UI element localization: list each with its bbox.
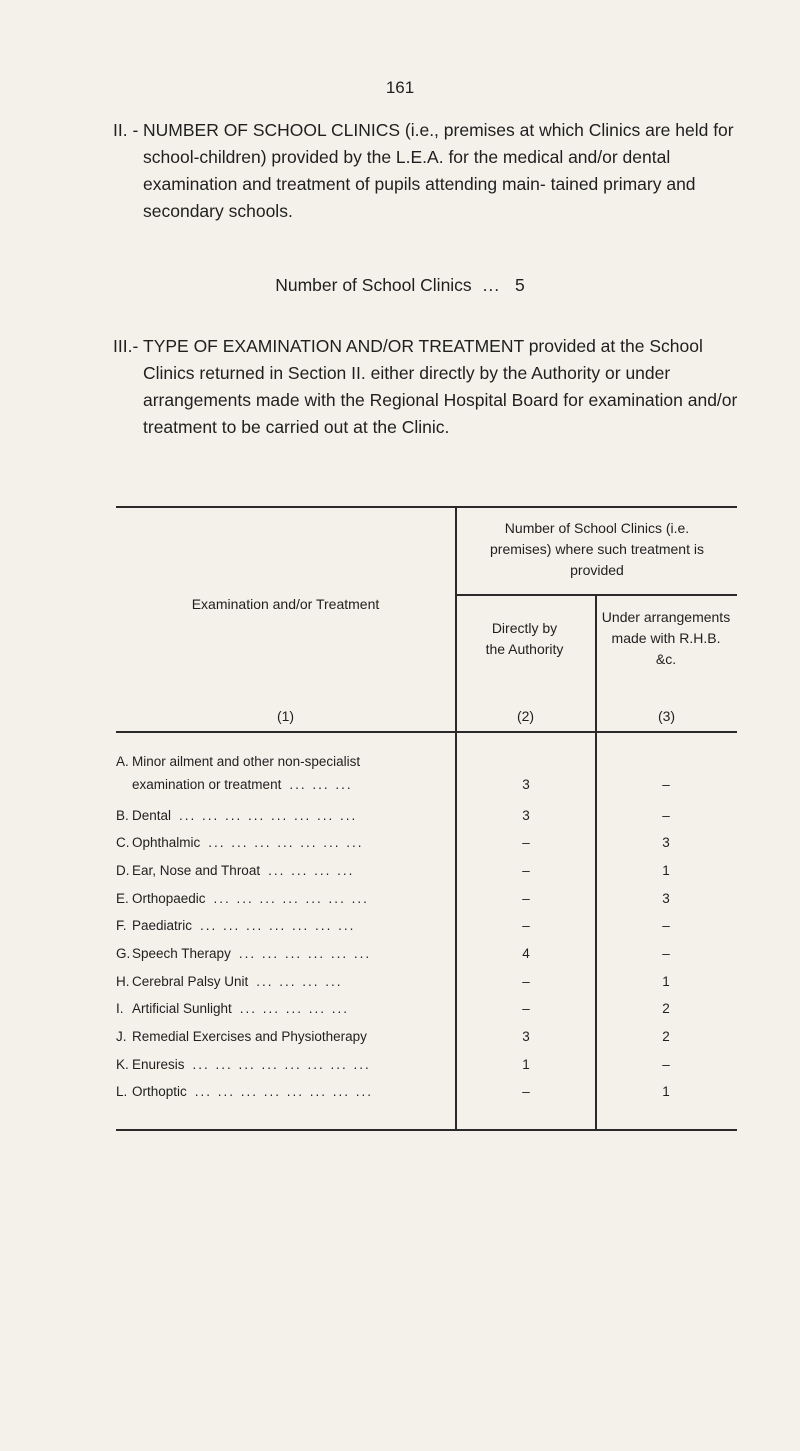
section-two-text: NUMBER OF SCHOOL CLINICS (i.e., premises at which Clinics are held for school-children) provided by the L.E.A. for the medical and/or dental examination and treatment of pupils attending main- tained primary and secondary schools.	[143, 120, 734, 221]
row-label	[116, 888, 421, 910]
row-value-rhb: 1	[662, 1084, 670, 1099]
row-value-authority: –	[522, 891, 530, 906]
col2-header: Directly by the Authority	[485, 620, 564, 657]
row-leader-dots: ... ... ... ...	[256, 974, 343, 989]
row-letter: L.	[116, 1084, 128, 1099]
row-name: Cerebral Palsy Unit	[132, 974, 249, 989]
row-letter: B.	[116, 808, 129, 823]
row-letter: D.	[116, 863, 130, 878]
row-label	[116, 860, 421, 882]
table-row	[0, 860, 800, 882]
table-row	[0, 751, 800, 799]
row-value-rhb: 1	[662, 974, 670, 989]
clinics-count-value: 5	[515, 275, 525, 295]
clinics-count-label: Number of School Clinics	[275, 275, 472, 295]
row-value-rhb: –	[662, 777, 670, 792]
table-row	[0, 943, 800, 965]
row-name: Orthoptic	[132, 1084, 187, 1099]
table-row	[0, 971, 800, 993]
row-value-rhb: 2	[662, 1001, 670, 1016]
row-name: Paediatric	[132, 918, 193, 933]
row-letter: A.	[116, 754, 129, 769]
section-two	[113, 117, 743, 225]
row-value-rhb: 3	[662, 891, 670, 906]
row-value-authority: 3	[522, 808, 530, 823]
row-name: Remedial Exercises and Physiotherapy	[132, 1029, 367, 1044]
row-letter: G.	[116, 946, 131, 961]
col2-number: (2)	[516, 708, 535, 724]
row-label	[116, 1026, 456, 1048]
row-letter: J.	[116, 1029, 127, 1044]
row-leader-dots: ... ... ... ...	[268, 863, 355, 878]
row-leader-dots: ... ... ... ... ... ... ... ...	[192, 1057, 371, 1072]
row-value-authority: –	[522, 1084, 530, 1099]
row-name: Orthopaedic	[132, 891, 206, 906]
table-row	[0, 832, 800, 854]
row-label	[116, 751, 421, 773]
row-name: Minor ailment and other non-specialist	[132, 754, 361, 769]
row-name: Speech Therapy	[132, 946, 231, 961]
row-value-rhb: –	[662, 946, 670, 961]
row-name: Ophthalmic	[132, 835, 201, 850]
row-label-continued	[132, 774, 424, 796]
row-letter: I.	[116, 1001, 124, 1016]
group-header: Number of School Clinics (i.e. premises) where such treatment is provided	[490, 520, 704, 578]
row-leader-dots: ... ... ... ... ...	[239, 1001, 350, 1016]
row-value-rhb: –	[662, 1057, 670, 1072]
table-bottom-rule	[116, 1129, 737, 1131]
row-value-authority: –	[522, 974, 530, 989]
row-value-rhb: 1	[662, 863, 670, 878]
row-name: Ear, Nose and Throat	[132, 863, 261, 878]
section-three-text: TYPE OF EXAMINATION AND/OR TREATMENT provided at the School Clinics returned in Section II. either directly by the Authority or under arrangements made with the Regional Hospital Board for examination and/or treatment to be carried out at the Clinic.	[143, 336, 738, 437]
row-value-authority: 3	[522, 777, 530, 792]
row-leader-dots: ... ... ... ... ... ... ... ...	[179, 808, 358, 823]
row-value-authority: 1	[522, 1057, 530, 1072]
table-row	[0, 998, 800, 1020]
row-name: Enuresis	[132, 1057, 185, 1072]
row-label	[116, 1081, 421, 1103]
row-label	[116, 943, 421, 965]
header-bottom-rule	[116, 731, 737, 733]
row-leader-dots: ... ... ... ... ... ... ...	[208, 835, 364, 850]
table-row	[0, 888, 800, 910]
row-leader-dots: ... ... ... ... ... ... ...	[200, 918, 356, 933]
row-leader-dots: ... ... ... ... ... ... ... ...	[194, 1084, 374, 1099]
row-name: Artificial Sunlight	[132, 1001, 232, 1016]
section-three-numeral: III.-	[113, 336, 139, 356]
row-letter: F.	[116, 918, 127, 933]
subheader-rule	[456, 594, 737, 596]
table-row	[0, 1026, 800, 1048]
row-value-rhb: 2	[662, 1029, 670, 1044]
row-value-authority: –	[522, 835, 530, 850]
table-row	[0, 1054, 800, 1076]
row-letter: K.	[116, 1057, 129, 1072]
row-value-authority: 3	[522, 1029, 530, 1044]
row-value-authority: 4	[522, 946, 530, 961]
row-letter: H.	[116, 974, 130, 989]
row-letter: C.	[116, 835, 130, 850]
row-name: Dental	[132, 808, 172, 823]
row-leader-dots: ... ... ...	[289, 777, 353, 792]
col1-number: (1)	[276, 708, 295, 724]
row-letter: E.	[116, 891, 129, 906]
row-label	[116, 832, 421, 854]
section-three	[113, 333, 743, 441]
row-label	[116, 998, 421, 1020]
row-value-rhb: –	[662, 918, 670, 933]
table-row	[0, 1081, 800, 1103]
row-leader-dots: ... ... ... ... ... ... ...	[213, 891, 369, 906]
row-value-rhb: 3	[662, 835, 670, 850]
row-value-rhb: –	[662, 808, 670, 823]
page-number: 161	[385, 78, 415, 97]
row-leader-dots: ... ... ... ... ... ...	[238, 946, 372, 961]
table-row	[0, 915, 800, 937]
row-value-authority: –	[522, 918, 530, 933]
row-label	[116, 971, 421, 993]
col3-number: (3)	[657, 708, 676, 724]
row-value-authority: –	[522, 863, 530, 878]
clinics-count-dots: ...	[482, 275, 501, 295]
row-label	[116, 915, 421, 937]
row-name-continued: examination or treatment	[132, 777, 282, 792]
clinics-count-line	[0, 275, 800, 296]
row-label	[116, 1054, 421, 1076]
col1-header: Examination and/or Treatment	[191, 596, 380, 612]
section-two-numeral: II. -	[113, 120, 139, 140]
row-label	[116, 805, 421, 827]
col3-header: Under arrangements made with R.H.B. &c.	[601, 609, 731, 667]
table-row	[0, 805, 800, 827]
table-top-rule	[116, 506, 737, 508]
row-value-authority: –	[522, 1001, 530, 1016]
